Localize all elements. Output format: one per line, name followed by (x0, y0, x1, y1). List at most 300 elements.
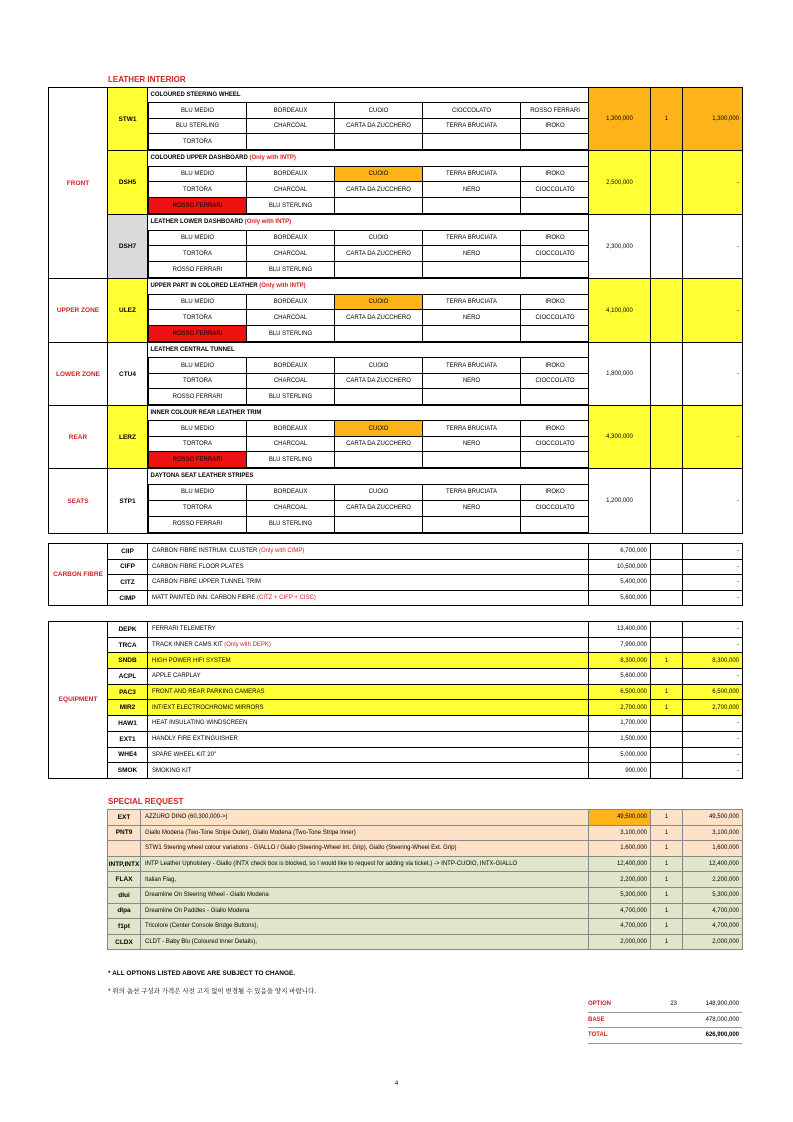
color-swatch[interactable]: BLU STERLING (247, 516, 335, 532)
base-total: 478,000,000 (680, 1012, 742, 1028)
option-qty-dsh7[interactable] (651, 215, 683, 279)
color-swatch[interactable]: ROSSO FERRARI (149, 326, 247, 342)
option-code: CIFP (108, 559, 148, 575)
option-price-lerz: 4,300,000 (589, 406, 651, 469)
color-swatch (521, 262, 589, 278)
color-swatch[interactable]: CHARCOAL (247, 436, 335, 452)
carbon-row (49, 575, 743, 591)
color-swatch[interactable]: CHARCOAL (247, 182, 335, 198)
color-swatch[interactable]: BLU MEDIO (149, 294, 247, 310)
color-swatch[interactable]: TORTORA (149, 134, 247, 150)
zone-lower: LOWER ZONE (49, 343, 108, 406)
color-swatch (521, 326, 589, 342)
request-price: 4,700,000 (589, 903, 651, 919)
option-description (148, 684, 589, 700)
description-text: HANDLY FIRE EXTINGUISHER (152, 736, 238, 743)
option-qty[interactable] (651, 669, 683, 685)
special-request-row (108, 825, 743, 841)
option-price: 1,500,000 (589, 731, 651, 747)
color-swatch[interactable]: TERRA BRUCIATA (423, 294, 521, 310)
option-total: - (683, 575, 743, 591)
carbon-row (49, 590, 743, 606)
request-code: EXT (108, 810, 141, 826)
color-swatch[interactable]: TERRA BRUCIATA (423, 421, 521, 437)
option-description (148, 590, 589, 606)
carbon-row (49, 559, 743, 575)
color-swatch[interactable]: CHARCOAL (247, 246, 335, 262)
color-swatch (335, 516, 423, 532)
option-qty[interactable] (651, 747, 683, 763)
request-qty[interactable]: 1 (651, 903, 683, 919)
option-title-text: DAYTONA SEAT LEATHER STRIPES (150, 473, 254, 480)
special-request-table (107, 809, 743, 950)
color-swatch[interactable]: BLU STERLING (247, 198, 335, 214)
price-summary (588, 997, 742, 1044)
option-code: MIR2 (108, 700, 148, 716)
color-swatch[interactable]: TERRA BRUCIATA (423, 484, 521, 500)
option-total-dsh5: - (683, 151, 743, 215)
request-price: 49,500,000 (589, 810, 651, 826)
option-qty[interactable] (651, 637, 683, 653)
option-price: 5,600,000 (589, 669, 651, 685)
color-swatch[interactable]: BLU STERLING (149, 118, 247, 134)
leather-row-ulez (49, 279, 743, 343)
color-swatch (335, 452, 423, 468)
option-total: - (683, 544, 743, 560)
request-code: dlpa (108, 903, 141, 919)
description-text: CARBON FIBRE FLOOR PLATES (152, 563, 244, 570)
option-title-stw1 (149, 88, 589, 103)
color-swatch (423, 326, 521, 342)
request-description: Giallo Modena (Two-Tone Stripe Outer), Giallo Modena (Two-Tone Stripe Inner) (141, 825, 589, 841)
leather-row-stp1 (49, 469, 743, 534)
option-price-dsh7: 2,300,000 (589, 215, 651, 279)
option-code: CITZ (108, 575, 148, 591)
color-swatch[interactable]: TORTORA (149, 373, 247, 389)
color-swatch[interactable]: BORDEAUX (247, 421, 335, 437)
description-text: CARBON FIBRE UPPER TUNNEL TRIM (152, 579, 261, 586)
option-price: 6,700,000 (589, 544, 651, 560)
equipment-row (49, 700, 743, 716)
request-price: 5,300,000 (589, 887, 651, 903)
color-swatch[interactable]: CUOIO (335, 421, 423, 437)
option-price: 2,700,000 (589, 700, 651, 716)
option-qty-lerz[interactable] (651, 406, 683, 469)
color-swatch[interactable]: CUOIO (335, 103, 423, 119)
color-swatch[interactable]: IROKO (521, 358, 589, 374)
description-text: INT/EXT ELECTROCHROMIC MIRRORS (152, 704, 264, 711)
request-total: 4,700,000 (683, 919, 743, 935)
request-description: Dreamline On Steering Wheel - Giallo Modena (141, 887, 589, 903)
request-total: 2,200,000 (683, 872, 743, 888)
color-options-ulez (148, 279, 589, 343)
color-swatch[interactable]: CARTA DA ZUCCHERO (335, 436, 423, 452)
option-title-text: COLOURED STEERING WHEEL (150, 92, 241, 99)
option-qty-ulez[interactable] (651, 279, 683, 343)
request-qty[interactable]: 1 (651, 841, 683, 857)
color-swatch[interactable]: CIOCCOLATO (521, 182, 589, 198)
color-swatch (335, 389, 423, 405)
color-swatch[interactable]: ROSSO FERRARI (149, 389, 247, 405)
option-qty[interactable] (651, 544, 683, 560)
color-swatch[interactable]: NERO (423, 310, 521, 326)
option-code: DEPK (108, 622, 148, 638)
request-total: 2,000,000 (683, 934, 743, 950)
request-total: 1,600,000 (683, 841, 743, 857)
option-total-ulez: - (683, 279, 743, 343)
option-price-ulez: 4,100,000 (589, 279, 651, 343)
special-request-row (108, 934, 743, 950)
option-code-lerz: LERZ (108, 406, 148, 469)
color-swatch[interactable]: NERO (423, 182, 521, 198)
request-qty[interactable]: 1 (651, 934, 683, 950)
option-price: 1,700,000 (589, 716, 651, 732)
option-description (148, 763, 589, 779)
request-qty[interactable]: 1 (651, 825, 683, 841)
description-text: CARBON FIBRE INSTRUM. CLUSTER (152, 548, 258, 555)
color-swatch[interactable]: TORTORA (149, 310, 247, 326)
option-qty[interactable]: 1 (651, 684, 683, 700)
color-swatch (335, 262, 423, 278)
color-swatch[interactable]: TERRA BRUCIATA (423, 358, 521, 374)
option-qty[interactable] (651, 763, 683, 779)
leather-interior-title: LEATHER INTERIOR (108, 75, 186, 84)
color-swatch[interactable]: CIOCCOLATO (521, 373, 589, 389)
request-qty[interactable]: 1 (651, 856, 683, 872)
color-swatch[interactable]: ROSSO FERRARI (521, 103, 589, 119)
color-swatch[interactable]: CUOIO (335, 358, 423, 374)
request-price: 4,700,000 (589, 919, 651, 935)
option-qty[interactable]: 1 (651, 700, 683, 716)
option-title-text: INNER COLOUR REAR LEATHER TRIM (150, 410, 262, 417)
option-description (148, 544, 589, 560)
change-notice-korean: * 위의 옵션 구성과 가격은 사전 고지 없이 변경될 수 있음을 양지 바랍니다. (108, 988, 317, 995)
color-swatch[interactable]: TORTORA (149, 500, 247, 516)
equipment-row (49, 763, 743, 779)
description-text: HEAT INSULATING WINDSCREEN (152, 720, 248, 727)
equipment-row (49, 637, 743, 653)
leather-row-dsh7 (49, 215, 743, 279)
description-text: SPARE WHEEL KIT 20" (152, 751, 217, 758)
special-request-row (108, 919, 743, 935)
color-swatch[interactable]: TORTORA (149, 182, 247, 198)
carbon-fibre-table (48, 543, 743, 606)
option-qty-ctu4[interactable] (651, 343, 683, 406)
option-price-ctu4: 1,800,000 (589, 343, 651, 406)
option-price: 7,900,000 (589, 637, 651, 653)
color-swatch[interactable]: BLU MEDIO (149, 484, 247, 500)
option-price: 6,500,000 (589, 684, 651, 700)
option-code: ACPL (108, 669, 148, 685)
option-total: - (683, 590, 743, 606)
option-code-stw1: STW1 (108, 88, 148, 151)
color-swatch (423, 198, 521, 214)
option-price-stp1: 1,200,000 (589, 469, 651, 534)
color-swatch[interactable]: CIOCCOLATO (521, 500, 589, 516)
color-swatch[interactable]: IROKO (521, 118, 589, 134)
color-swatch (423, 452, 521, 468)
option-title-note: (Only with INTP) (259, 283, 306, 290)
color-swatch[interactable]: CARTA DA ZUCCHERO (335, 246, 423, 262)
option-total-stw1: 1,300,000 (683, 88, 743, 151)
color-swatch[interactable]: CUOIO (335, 166, 423, 182)
description-note: (CITZ + CIFP + CISC) (257, 595, 316, 602)
option-total-stp1: - (683, 469, 743, 534)
option-description (148, 731, 589, 747)
color-swatch[interactable]: NERO (423, 436, 521, 452)
request-qty[interactable]: 1 (651, 872, 683, 888)
description-text: FRONT AND REAR PARKING CAMERAS (152, 689, 265, 696)
request-qty[interactable]: 1 (651, 810, 683, 826)
option-title-note: (Only with INTP) (244, 219, 292, 226)
option-qty[interactable] (651, 559, 683, 575)
zone-rear: REAR (49, 406, 108, 469)
option-code: CIMP (108, 590, 148, 606)
request-total: 49,500,000 (683, 810, 743, 826)
color-swatch[interactable]: IROKO (521, 166, 589, 182)
color-options-stp1 (148, 469, 589, 534)
option-code: CIIP (108, 544, 148, 560)
option-code: SNDB (108, 653, 148, 669)
leather-row-ctu4 (49, 343, 743, 406)
option-qty[interactable] (651, 731, 683, 747)
color-swatch (521, 134, 589, 150)
color-swatch[interactable]: CARTA DA ZUCCHERO (335, 500, 423, 516)
option-title-lerz (149, 406, 589, 421)
color-options-dsh7 (148, 215, 589, 279)
special-request-row (108, 810, 743, 826)
color-swatch[interactable]: ROSSO FERRARI (149, 198, 247, 214)
request-price: 12,400,000 (589, 856, 651, 872)
special-request-row (108, 872, 743, 888)
option-title-stp1 (149, 469, 589, 484)
option-title-note: (Only with INTP) (249, 155, 296, 162)
color-swatch[interactable]: BLU STERLING (247, 262, 335, 278)
request-total: 3,100,000 (683, 825, 743, 841)
description-text: FERRARI TELEMETRY (152, 626, 216, 633)
zone-seats: SEATS (49, 469, 108, 534)
color-swatch[interactable]: BLU MEDIO (149, 421, 247, 437)
color-swatch (521, 198, 589, 214)
request-qty[interactable]: 1 (651, 887, 683, 903)
special-request-row (108, 887, 743, 903)
option-qty[interactable] (651, 622, 683, 638)
color-swatch[interactable]: ROSSO FERRARI (149, 516, 247, 532)
color-swatch[interactable]: BORDEAUX (247, 358, 335, 374)
option-code-dsh5: DSH5 (108, 151, 148, 215)
equipment-label: EQUIPMENT (49, 622, 108, 779)
option-description (148, 669, 589, 685)
description-note: (Only with DEPK) (224, 642, 271, 649)
color-swatch[interactable]: CARTA DA ZUCCHERO (335, 373, 423, 389)
option-qty[interactable] (651, 575, 683, 591)
request-qty[interactable]: 1 (651, 919, 683, 935)
request-code: PNT9 (108, 825, 141, 841)
request-description: INTP Leather Upholstery - Giallo (INTX check box is blocked, so I would like to request for adding via ticket.) -> INTP-CUOIO, INTX-GIALLO (141, 856, 589, 872)
leather-row-dsh5 (49, 151, 743, 215)
color-swatch[interactable]: IROKO (521, 294, 589, 310)
request-code: dlui (108, 887, 141, 903)
option-code-ctu4: CTU4 (108, 343, 148, 406)
color-swatch[interactable]: TORTORA (149, 436, 247, 452)
description-text: TRACK INNER CAMS KIT (152, 642, 223, 649)
option-code: SMOK (108, 763, 148, 779)
option-description (148, 716, 589, 732)
color-swatch[interactable]: CARTA DA ZUCCHERO (335, 118, 423, 134)
request-code: FLAX (108, 872, 141, 888)
option-qty[interactable]: 1 (651, 653, 683, 669)
color-swatch[interactable]: CHARCOAL (247, 373, 335, 389)
color-swatch[interactable]: CIOCCOLATO (521, 246, 589, 262)
carbon-row (49, 544, 743, 560)
option-title-dsh7 (149, 215, 589, 230)
description-text: MATT PAINTED INN. CARBON FIBRE (152, 595, 256, 602)
request-code: INTP,INTX (108, 856, 141, 872)
option-qty-stp1[interactable] (651, 469, 683, 534)
request-total: 12,400,000 (683, 856, 743, 872)
color-swatch[interactable]: TERRA BRUCIATA (423, 166, 521, 182)
color-swatch[interactable]: CUOIO (335, 484, 423, 500)
color-swatch[interactable]: NERO (423, 246, 521, 262)
request-description: STW1 Steering wheel colour variations - GIALLO / Giallo (Steering-Wheel Int. Grip), Giallo (Steering-Wheel Ext. Grip) (141, 841, 589, 857)
option-total: 6,500,000 (683, 684, 743, 700)
summary-base-row (588, 1012, 742, 1028)
grand-total: 626,900,000 (680, 1028, 742, 1044)
color-swatch[interactable]: ROSSO FERRARI (149, 262, 247, 278)
color-swatch[interactable]: IROKO (521, 230, 589, 246)
color-swatch[interactable]: CHARCOAL (247, 310, 335, 326)
color-swatch[interactable]: CIOCCOLATO (521, 436, 589, 452)
option-code: TRCA (108, 637, 148, 653)
option-title-ctu4 (149, 343, 589, 358)
color-swatch[interactable]: BORDEAUX (247, 294, 335, 310)
option-price: 5,600,000 (589, 590, 651, 606)
option-code: HAW1 (108, 716, 148, 732)
summary-total-row (588, 1028, 742, 1044)
option-qty[interactable] (651, 716, 683, 732)
color-swatch[interactable]: BLU STERLING (247, 389, 335, 405)
option-total: 8,300,000 (683, 653, 743, 669)
option-total: - (683, 622, 743, 638)
page-number: 4 (394, 1081, 399, 1087)
color-swatch[interactable]: CHARCOAL (247, 118, 335, 134)
request-description: Dreamline On Paddles - Giallo Modena (141, 903, 589, 919)
color-swatch[interactable]: CIOCCOLATO (521, 310, 589, 326)
color-swatch[interactable]: TERRA BRUCIATA (423, 118, 521, 134)
option-description (148, 637, 589, 653)
description-text: APPLE CARPLAY (152, 673, 201, 680)
option-qty[interactable] (651, 590, 683, 606)
color-swatch[interactable]: TERRA BRUCIATA (423, 230, 521, 246)
color-swatch[interactable]: CARTA DA ZUCCHERO (335, 182, 423, 198)
request-code: f1pt (108, 919, 141, 935)
option-total-dsh7: - (683, 215, 743, 279)
option-total: 148,900,000 (680, 997, 742, 1012)
color-swatch[interactable]: CUOIO (335, 294, 423, 310)
option-title-dsh5 (149, 151, 589, 166)
change-notice: * ALL OPTIONS LISTED ABOVE ARE SUBJECT TO CHANGE. (108, 970, 296, 977)
option-title-text: LEATHER CENTRAL TUNNEL (150, 347, 235, 354)
color-swatch[interactable]: CIOCCOLATO (423, 103, 521, 119)
equipment-row (49, 747, 743, 763)
color-swatch[interactable]: BORDEAUX (247, 103, 335, 119)
leather-row-stw1 (49, 88, 743, 151)
option-qty-dsh5[interactable] (651, 151, 683, 215)
request-total: 4,700,000 (683, 903, 743, 919)
color-swatch[interactable]: CHARCOAL (247, 500, 335, 516)
color-swatch[interactable]: BORDEAUX (247, 230, 335, 246)
color-swatch[interactable]: BLU MEDIO (149, 166, 247, 182)
special-request-row (108, 856, 743, 872)
color-swatch[interactable]: TORTORA (149, 246, 247, 262)
option-title-text: COLOURED UPPER DASHBOARD (150, 155, 248, 162)
color-swatch[interactable]: BLU MEDIO (149, 358, 247, 374)
option-description (148, 700, 589, 716)
color-swatch (423, 389, 521, 405)
color-swatch[interactable]: NERO (423, 500, 521, 516)
color-swatch (521, 389, 589, 405)
color-swatch[interactable]: BORDEAUX (247, 484, 335, 500)
color-swatch[interactable]: BORDEAUX (247, 166, 335, 182)
color-swatch[interactable]: BLU MEDIO (149, 103, 247, 119)
option-code-ulez: ULEZ (108, 279, 148, 343)
equipment-row (49, 622, 743, 638)
option-description (148, 559, 589, 575)
carbon-fibre-label: CARBON FIBRE (49, 544, 108, 606)
color-swatch (335, 326, 423, 342)
request-price: 2,200,000 (589, 872, 651, 888)
color-swatch[interactable]: NERO (423, 373, 521, 389)
color-swatch[interactable]: CARTA DA ZUCCHERO (335, 310, 423, 326)
color-options-ctu4 (148, 343, 589, 406)
color-swatch[interactable]: BLU STERLING (247, 326, 335, 342)
option-total-ctu4: - (683, 343, 743, 406)
description-text: SMOKING KIT (152, 767, 192, 774)
option-code: WHE4 (108, 747, 148, 763)
option-code: PAC3 (108, 684, 148, 700)
equipment-table (48, 621, 743, 779)
option-price-dsh5: 2,500,000 (589, 151, 651, 215)
leather-row-lerz (49, 406, 743, 469)
color-swatch[interactable]: BLU STERLING (247, 452, 335, 468)
request-code (108, 841, 141, 857)
request-description: Italian Flag, (141, 872, 589, 888)
color-swatch (423, 262, 521, 278)
option-price: 5,400,000 (589, 575, 651, 591)
color-swatch (423, 134, 521, 150)
color-swatch[interactable]: IROKO (521, 421, 589, 437)
color-swatch[interactable]: ROSSO FERRARI (149, 452, 247, 468)
special-request-title: SPECIAL REQUEST (108, 797, 184, 806)
color-swatch[interactable]: IROKO (521, 484, 589, 500)
option-price-stw1: 1,300,000 (589, 88, 651, 151)
option-total: - (683, 716, 743, 732)
option-price: 900,000 (589, 763, 651, 779)
option-price: 8,300,000 (589, 653, 651, 669)
color-swatch[interactable]: CUOIO (335, 230, 423, 246)
special-request-row (108, 903, 743, 919)
option-title-ulez (149, 279, 589, 294)
color-swatch (423, 516, 521, 532)
leather-interior-table (48, 87, 743, 534)
color-swatch (247, 134, 335, 150)
option-price: 10,500,000 (589, 559, 651, 575)
base-label: BASE (588, 1012, 638, 1028)
color-swatch[interactable]: BLU MEDIO (149, 230, 247, 246)
option-qty-stw1[interactable]: 1 (651, 88, 683, 151)
option-code-dsh7: DSH7 (108, 215, 148, 279)
option-total: - (683, 637, 743, 653)
